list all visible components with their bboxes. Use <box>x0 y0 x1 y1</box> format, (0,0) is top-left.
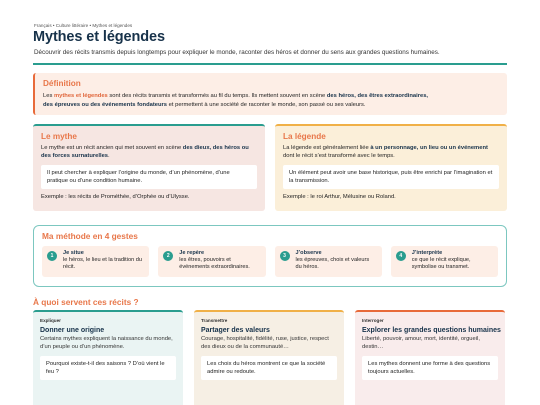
breadcrumb: Français • Culture littéraire • Mythes et légendes <box>34 23 133 28</box>
legende-text-part: La légende est généralement liée <box>283 145 371 151</box>
role-note: Les mythes donnent une forme à des questions toujours actuelles. <box>362 356 498 380</box>
step-description: ce que le récit explique, symbolise ou transmet. <box>411 257 471 270</box>
method-step-4 <box>391 246 498 277</box>
definition-title: Définition <box>43 79 81 88</box>
role-note: Les choix du héros montrent ce que la société admire ou redoute. <box>201 356 337 380</box>
definition-highlight: mythes et légendes <box>53 93 108 99</box>
mythe-text <box>41 144 257 160</box>
definition-bold: des épreuves ou des événements fondateurs <box>43 101 168 108</box>
definition-text <box>43 92 499 109</box>
step-description: le héros, le lieu et la tradition du récit. <box>63 257 142 270</box>
role-text: Liberté, pouvoir, amour, mort, identité, orgueil, destin… <box>362 336 480 350</box>
role-label: Interroger <box>362 318 384 323</box>
definition-text-part: sont des récits transmis et transformés au fil du temps. Ils mettent souvent en scène <box>107 93 327 99</box>
step-number-badge: 1 <box>47 251 57 261</box>
step-number-badge: 4 <box>396 251 406 261</box>
mythe-text-part: Le mythe est un récit ancien qui met souvent en scène <box>41 145 183 151</box>
step-number-badge: 3 <box>280 251 290 261</box>
step-label: J’interprète <box>411 250 443 256</box>
mythe-title: Le mythe <box>41 132 77 141</box>
method-box <box>33 225 507 287</box>
legende-card <box>275 124 507 211</box>
role-label: Expliquer <box>40 318 61 323</box>
mythe-note: Il peut chercher à expliquer l’origine du monde, d’un phénomène, d’une pratique ou d’une condition humaine. <box>41 165 257 189</box>
legende-note: Un élément peut avoir une base historique, puis être enrichi par l’imagination et la transmission. <box>283 165 499 189</box>
role-label: Transmettre <box>201 318 228 323</box>
definition-text-part: Les <box>43 93 54 99</box>
step-label: Je situe <box>63 250 84 256</box>
step-body <box>412 250 493 273</box>
method-step-1 <box>42 246 149 277</box>
definition-box <box>33 73 507 115</box>
role-card-expliquer <box>33 310 183 405</box>
title-divider <box>33 63 507 65</box>
mythe-example: Exemple : les récits de Prométhée, d’Orphée ou d’Ulysse. <box>41 194 190 201</box>
role-text: Courage, hospitalité, fidélité, ruse, justice, respect des dieux ou de la communauté… <box>201 336 329 350</box>
mythe-card <box>33 124 265 211</box>
step-description: les êtres, pouvoirs et événements extraordinaires. <box>179 257 250 270</box>
mythe-text-part: . <box>108 153 110 160</box>
roles-section-title: À quoi servent ces récits ? <box>33 297 139 307</box>
page-intro: Découvrir des récits transmis depuis longtemps pour expliquer le monde, raconter des héros et donner du sens aux grandes questions humaines. <box>34 49 440 56</box>
role-text: Certains mythes expliquent la naissance du monde, d’un peuple ou d’un phénomène. <box>40 336 173 350</box>
legende-text-part: dont le récit s’est transformé avec le temps. <box>283 153 395 160</box>
step-label: Je repère <box>179 250 205 256</box>
method-title: Ma méthode en 4 gestes <box>42 231 138 241</box>
legende-text <box>283 144 499 160</box>
method-step-3 <box>275 246 382 277</box>
role-heading: Donner une origine <box>40 327 105 334</box>
role-heading: Partager des valeurs <box>201 327 270 334</box>
role-card-transmettre <box>194 310 344 405</box>
role-note: Pourquoi existe-t-il des saisons ? D’où vient le feu ? <box>40 356 176 380</box>
definition-bold: des héros, des êtres extraordinaires, <box>326 93 429 99</box>
step-body <box>179 250 260 273</box>
legende-title: La légende <box>283 132 326 141</box>
legende-text-bold: à un personnage, un lieu ou un événement <box>370 145 488 151</box>
step-description: les épreuves, choix et valeurs du héros. <box>295 257 370 270</box>
mythe-text-bold: des dieux, des héros ou des forces surnaturelles <box>41 145 249 160</box>
step-body <box>63 250 144 273</box>
method-steps <box>42 246 498 277</box>
definition-text-part: et permettent à une société de raconter le monde, son passé ou ses valeurs. <box>167 101 366 108</box>
role-card-interroger <box>355 310 505 405</box>
step-label: J’observe <box>295 250 322 256</box>
method-step-2 <box>158 246 265 277</box>
legende-example: Exemple : le roi Arthur, Mélusine ou Roland. <box>283 194 396 201</box>
step-body <box>296 250 377 273</box>
step-number-badge: 2 <box>163 251 173 261</box>
role-heading: Explorer les grandes questions humaines <box>362 327 501 334</box>
page-title: Mythes et légendes <box>33 29 165 45</box>
